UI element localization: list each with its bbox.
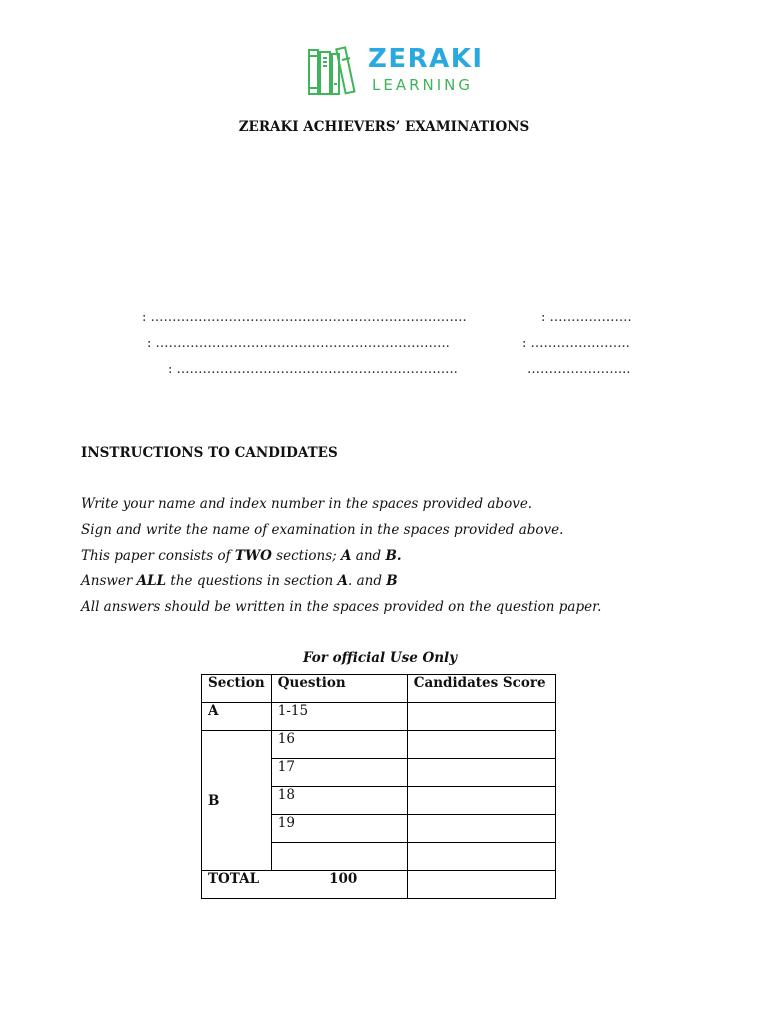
table-row (202, 731, 556, 759)
total-label: TOTAL (208, 871, 260, 887)
official-use-caption: For official Use Only (302, 650, 458, 666)
logo-word-zeraki: ZERAKI (368, 44, 484, 74)
adm-field[interactable]: : ………………. (541, 310, 632, 325)
total-value: 100 (329, 871, 358, 887)
question-cell: 17 (271, 759, 407, 787)
class-field[interactable]: : ……………………………………………………….. (168, 362, 458, 377)
question-cell: 16 (271, 731, 407, 759)
score-cell[interactable] (407, 843, 555, 871)
section-cell: B (202, 731, 272, 871)
logo-word-learning: LEARNING (372, 76, 474, 94)
total-score-cell[interactable] (407, 871, 555, 899)
zeraki-logo (306, 44, 496, 98)
date-field[interactable]: …………………... (527, 362, 631, 377)
instruction-line-2: Sign and write the name of examination in the spaces provided above. (81, 522, 564, 538)
score-table (201, 674, 556, 899)
table-header-row (202, 675, 556, 703)
score-cell[interactable] (407, 815, 555, 843)
header-score: Candidates Score (407, 675, 555, 703)
score-cell[interactable] (407, 787, 555, 815)
question-cell (271, 843, 407, 871)
exam-title: ZERAKI ACHIEVERS’ EXAMINATIONS (238, 119, 530, 135)
header-section: Section (202, 675, 272, 703)
name-field[interactable]: : ………………………………………………………………. (142, 310, 467, 325)
header-question: Question (271, 675, 407, 703)
instruction-line-1: Write your name and index number in the spaces provided above. (81, 496, 533, 512)
instruction-line-3: This paper consists of TWO sections; A and B. (81, 548, 402, 564)
score-cell[interactable] (407, 731, 555, 759)
total-cell (202, 871, 408, 899)
question-cell: 1-15 (271, 703, 407, 731)
instructions-heading: INSTRUCTIONS TO CANDIDATES (81, 445, 338, 461)
score-cell[interactable] (407, 703, 555, 731)
question-cell: 19 (271, 815, 407, 843)
instruction-line-5: All answers should be written in the spaces provided on the question paper. (81, 599, 602, 615)
books-icon (306, 44, 362, 98)
signature-field[interactable]: : ………………….. (522, 336, 630, 351)
question-cell: 18 (271, 787, 407, 815)
school-field[interactable]: : ………………………………………………………….. (147, 336, 450, 351)
instruction-line-4: Answer ALL the questions in section A. and B (81, 573, 398, 589)
total-row (202, 871, 556, 899)
score-cell[interactable] (407, 759, 555, 787)
section-cell: A (202, 703, 272, 731)
table-row (202, 703, 556, 731)
